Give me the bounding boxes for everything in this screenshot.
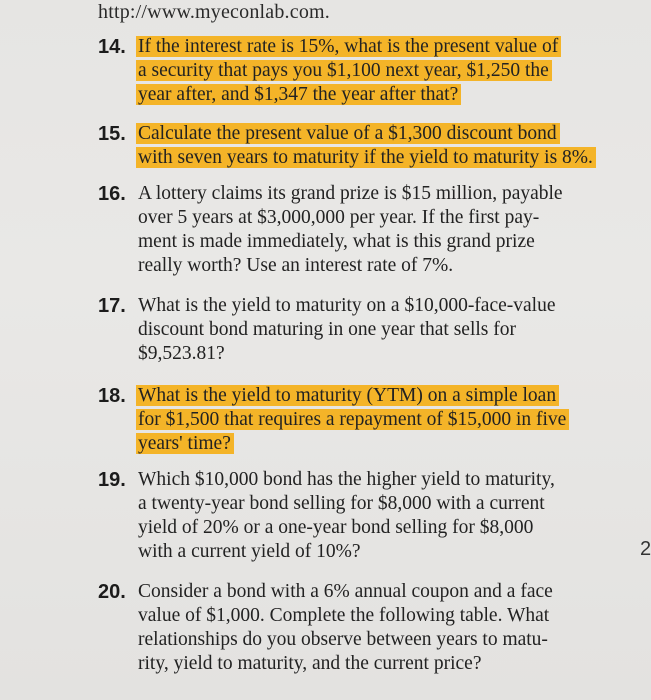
problem-text xyxy=(138,182,563,278)
problem-line: What is the yield to maturity on a $10,000-face-value xyxy=(138,295,556,316)
problem-line: Consider a bond with a 6% annual coupon and a face xyxy=(138,581,553,602)
problem-line: over 5 years at $3,000,000 per year. If the first pay- xyxy=(138,207,540,228)
problem-line: years' time? xyxy=(136,433,234,454)
problem-line: a twenty-year bond selling for $8,000 with a current xyxy=(138,493,545,514)
problem-text xyxy=(138,294,556,366)
problem-text xyxy=(138,468,555,564)
margin-page-mark: 2 xyxy=(640,538,651,560)
problem-number: 14. xyxy=(98,36,126,58)
problem-line: If the interest rate is 15%, what is the present value of xyxy=(136,36,561,57)
problem-line: yield of 20% or a one-year bond selling for $8,000 xyxy=(138,517,534,538)
problem-line: with seven years to maturity if the yield to maturity is 8%. xyxy=(136,147,596,168)
problem-text xyxy=(138,122,596,170)
problem-line: Calculate the present value of a $1,300 discount bond xyxy=(136,123,560,144)
problem-line: rity, yield to maturity, and the current price? xyxy=(138,653,482,674)
problem-line: with a current yield of 10%? xyxy=(138,541,361,562)
problem-line: Which $10,000 bond has the higher yield to maturity, xyxy=(138,469,555,490)
problem-text xyxy=(138,580,553,676)
problem-line: relationships do you observe between years to matu- xyxy=(138,629,548,650)
problem-line: value of $1,000. Complete the following table. What xyxy=(138,605,550,626)
problem-text xyxy=(138,384,569,456)
problem-line: for $1,500 that requires a repayment of $15,000 in five xyxy=(136,409,569,430)
problem-line: really worth? Use an interest rate of 7%. xyxy=(138,255,454,276)
problem-number: 18. xyxy=(98,385,126,407)
problem-number: 19. xyxy=(98,469,126,491)
problem-number: 15. xyxy=(98,123,126,145)
problem-line: What is the yield to maturity (YTM) on a simple loan xyxy=(136,385,559,406)
problem-line: $9,523.81? xyxy=(138,343,225,364)
source-url: http://www.myeconlab.com. xyxy=(98,1,330,23)
problem-line: year after, and $1,347 the year after that? xyxy=(136,84,461,105)
problem-line: a security that pays you $1,100 next year, $1,250 the xyxy=(136,60,552,81)
problem-number: 20. xyxy=(98,581,126,603)
problem-number: 17. xyxy=(98,295,126,317)
problem-line: discount bond maturing in one year that sells for xyxy=(138,319,517,340)
problem-text xyxy=(138,35,561,107)
problem-line: A lottery claims its grand prize is $15 million, payable xyxy=(138,183,563,204)
problem-line: ment is made immediately, what is this grand prize xyxy=(138,231,535,252)
problem-number: 16. xyxy=(98,183,126,205)
